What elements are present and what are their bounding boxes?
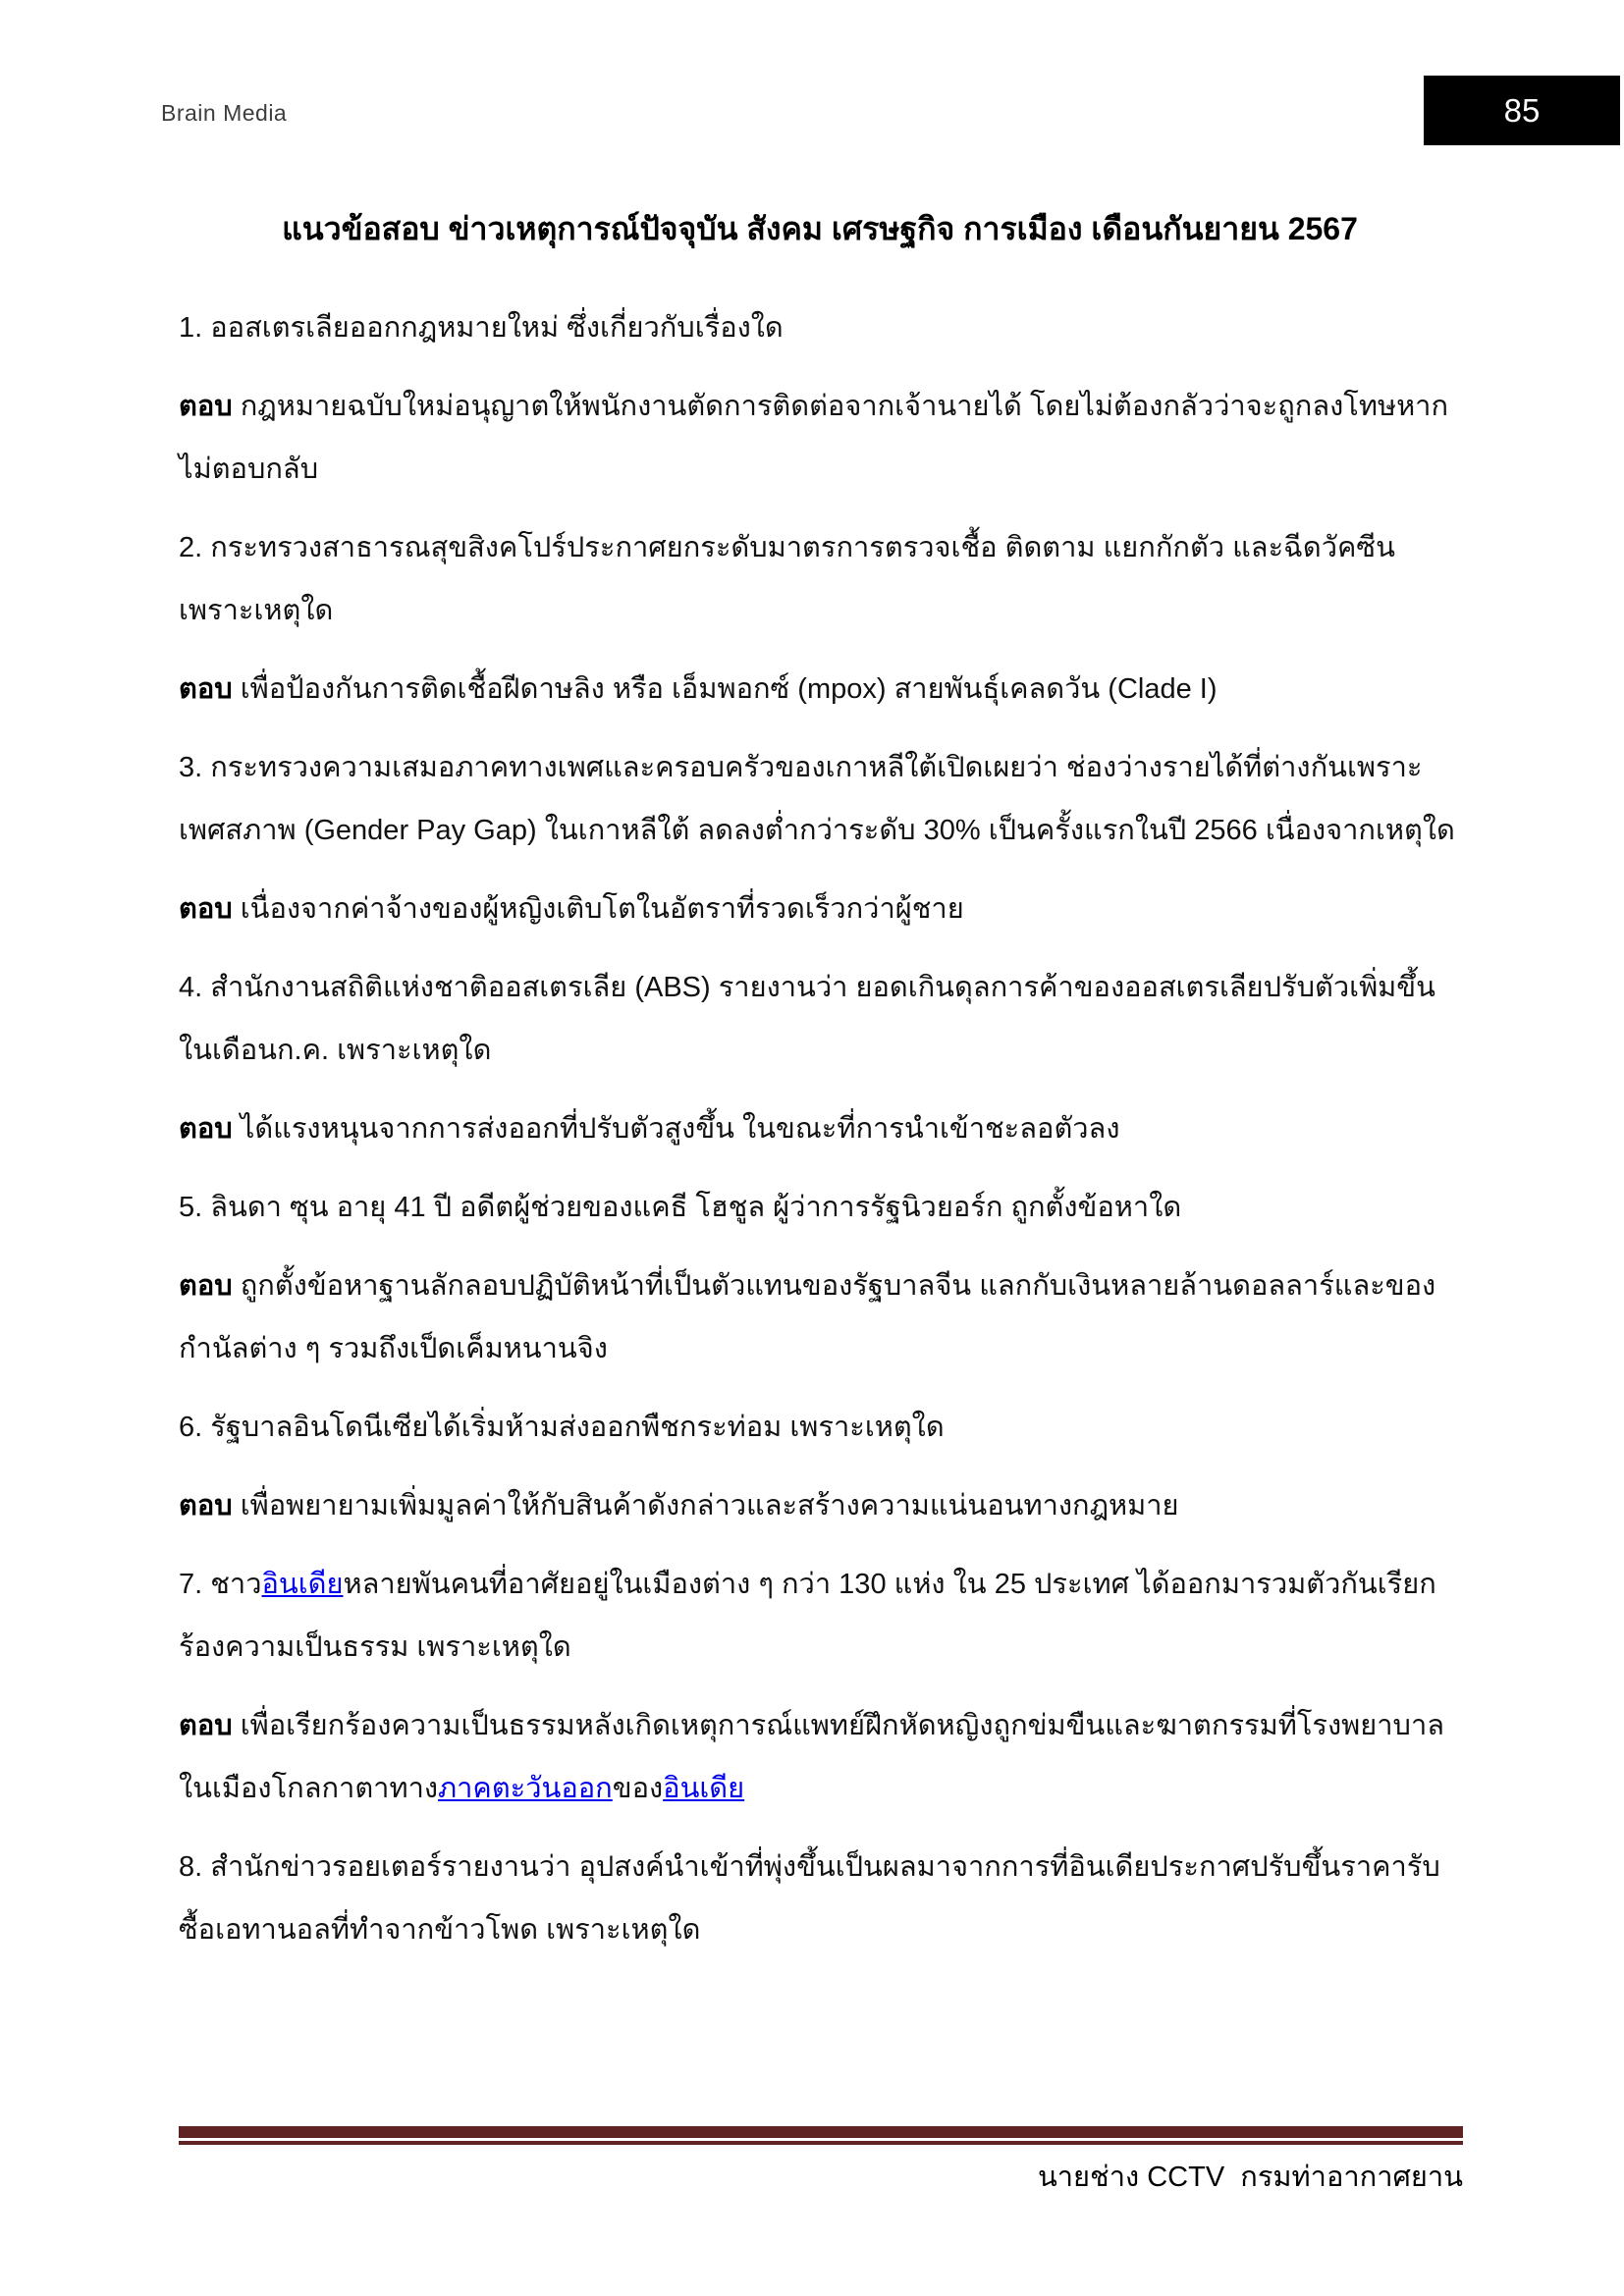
answer-label: ตอบ <box>179 1270 233 1302</box>
question-text: หลายพันคนที่อาศัยอยู่ในเมืองต่าง ๆ กว่า 130 แห่ง ใน 25 ประเทศ ได้ออกมารวมตัวกันเรียกร้องความเป็นธรรม เพราะเหตุใด <box>179 1569 1436 1663</box>
document-content <box>179 204 1461 1977</box>
answer-label: ตอบ <box>179 391 233 422</box>
answer-5 <box>179 1255 1461 1380</box>
footer-rule-thin <box>179 2141 1463 2145</box>
page-title: แนวข้อสอบ ข่าวเหตุการณ์ปัจจุบัน สังคม เศรษฐกิจ การเมือง เดือนกันยายน 2567 <box>282 211 1358 246</box>
answer-text: ถูกตั้งข้อหาฐานลักลอบปฏิบัติหน้าที่เป็นตัวแทนของรัฐบาลจีน แลกกับเงินหลายล้านดอลลาร์และของกำนัลต่าง ๆ รวมถึงเป็ดเค็มหนานจิง <box>179 1270 1436 1364</box>
header-brand: Brain Media <box>161 100 288 126</box>
answer-label: ตอบ <box>179 1113 233 1145</box>
answer-2 <box>179 658 1461 721</box>
answer-text: ของ <box>612 1773 664 1804</box>
page-number: 85 <box>1503 91 1541 129</box>
question-text: 7. ชาว <box>179 1569 262 1600</box>
answer-text: เพื่อพยายามเพิ่มมูลค่าให้กับสินค้าดังกล่าวและสร้างความแน่นอนทางกฎหมาย <box>240 1490 1179 1522</box>
question-3: 3. กระทรวงความเสมอภาคทางเพศและครอบครัวของเกาหลีใต้เปิดเผยว่า ช่องว่างรายได้ที่ต่างกันเพราะเพศสภาพ (Gender Pay Gap) ในเกาหลีใต้ ลดลงต่ำกว่าระดับ 30% เป็นครั้งแรกในปี 2566 เนื่องจากเหตุใด <box>179 752 1455 846</box>
question-7 <box>179 1553 1461 1679</box>
answer-3 <box>179 878 1461 940</box>
link-india[interactable]: อินเดีย <box>663 1773 745 1804</box>
question-1: 1. ออสเตรเลียออกกฎหมายใหม่ ซึ่งเกี่ยวกับเรื่องใด <box>179 312 784 344</box>
answer-6 <box>179 1474 1461 1537</box>
answer-text: เพื่อเรียกร้องความเป็นธรรมหลังเกิดเหตุการณ์แพทย์ฝึกหัดหญิงถูกข่มขืนและฆาตกรรมที่โรงพยาบาลในเมืองโกลกาตาทาง <box>179 1710 1445 1804</box>
answer-text: ได้แรงหนุนจากการส่งออกที่ปรับตัวสูงขึ้น ในขณะที่การนำเข้าชะลอตัวลง <box>240 1113 1120 1145</box>
answer-4 <box>179 1097 1461 1160</box>
answer-label: ตอบ <box>179 673 233 705</box>
answer-text: เนื่องจากค่าจ้างของผู้หญิงเติบโตในอัตราที่รวดเร็วกว่าผู้ชาย <box>240 893 964 925</box>
question-8: 8. สำนักข่าวรอยเตอร์รายงานว่า อุปสงค์นำเข้าที่พุ่งขึ้นเป็นผลมาจากการที่อินเดียประกาศปรับขึ้นราคารับซื้อเอทานอลที่ทำจากข้าวโพด เพราะเหตุใด <box>179 1851 1440 1946</box>
question-6: 6. รัฐบาลอินโดนีเซียได้เริ่มห้ามส่งออกพืชกระท่อม เพราะเหตุใด <box>179 1412 945 1443</box>
answer-text: กฎหมายฉบับใหม่อนุญาตให้พนักงานตัดการติดต่อจากเจ้านายได้ โดยไม่ต้องกลัวว่าจะถูกลงโทษหากไม่ตอบกลับ <box>179 391 1449 485</box>
footer-text: นายช่าง CCTV กรมท่าอากาศยาน <box>1037 2162 1463 2193</box>
answer-label: ตอบ <box>179 1710 233 1741</box>
answer-7 <box>179 1694 1461 1820</box>
answer-label: ตอบ <box>179 893 233 925</box>
page-number-box <box>1424 76 1620 145</box>
answer-label: ตอบ <box>179 1490 233 1522</box>
answer-text: เพื่อป้องกันการติดเชื้อฝีดาษลิง หรือ เอ็มพอกซ์ (mpox) สายพันธุ์เคลดวัน (Clade I) <box>240 673 1218 705</box>
footer-rule-thick <box>179 2126 1463 2138</box>
question-4: 4. สำนักงานสถิติแห่งชาติออสเตรเลีย (ABS) รายงานว่า ยอดเกินดุลการค้าของออสเตรเลียปรับตัวเพิ่มขึ้นในเดือนก.ค. เพราะเหตุใด <box>179 972 1435 1066</box>
question-2: 2. กระทรวงสาธารณสุขสิงคโปร์ประกาศยกระดับมาตรการตรวจเชื้อ ติดตาม แยกกักตัว และฉีดวัคซีน เพราะเหตุใด <box>179 532 1395 626</box>
link-india[interactable]: อินเดีย <box>261 1569 344 1600</box>
answer-1 <box>179 375 1461 501</box>
link-east-region[interactable]: ภาคตะวันออก <box>438 1773 613 1804</box>
question-5: 5. ลินดา ซุน อายุ 41 ปี อดีตผู้ช่วยของแคธี โฮชูล ผู้ว่าการรัฐนิวยอร์ก ถูกตั้งข้อหาใด <box>179 1192 1182 1223</box>
